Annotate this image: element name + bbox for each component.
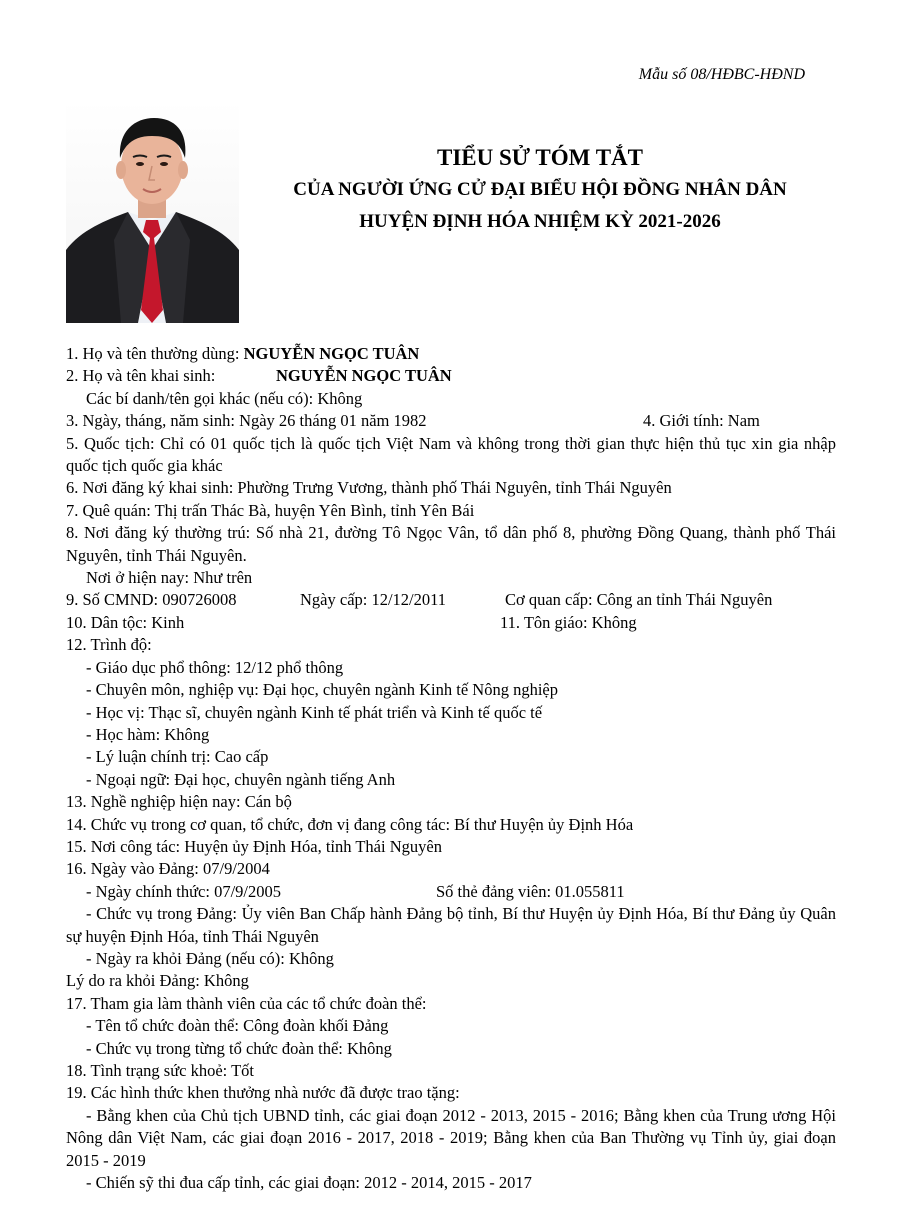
item-14: 14. Chức vụ trong cơ quan, tổ chức, đơn vị đang công tác: Bí thư Huyện ủy Định Hóa — [66, 814, 634, 834]
item-16: 16. Ngày vào Đảng: 07/9/2004 — [66, 859, 270, 879]
item-1: 1. Họ và tên thường dùng: NGUYỄN NGỌC TUÂN — [66, 344, 420, 363]
item-16-reason: Lý do ra khỏi Đảng: Không — [66, 971, 249, 991]
biography-body — [66, 343, 836, 1194]
item-12: 12. Trình độ: — [66, 635, 152, 655]
item-12-e: - Lý luận chính trị: Cao cấp — [86, 747, 269, 767]
item-16-official: - Ngày chính thức: 07/9/2005 Số thẻ đảng viên: 01.055811 — [86, 881, 625, 901]
document-subtitle-1: CỦA NGƯỜI ỨNG CỬ ĐẠI BIỂU HỘI ĐỒNG NHÂN DÂN — [293, 179, 787, 200]
item-12-a: - Giáo dục phổ thông: 12/12 phổ thông — [86, 657, 344, 677]
item-8: 8. Nơi đăng ký thường trú: Số nhà 21, đường Tô Ngọc Vân, tổ dân phố 8, phường Đồng Quang, thành phố Thái Nguyên, tỉnh Thái Nguyên. — [66, 523, 836, 565]
document-subtitle-2: HUYỆN ĐỊNH HÓA NHIỆM KỲ 2021-2026 — [359, 211, 721, 232]
item-3: 3. Ngày, tháng, năm sinh: Ngày 26 tháng 01 năm 1982 — [66, 411, 427, 431]
item-12-c: - Học vị: Thạc sĩ, chuyên ngành Kinh tế phát triển và Kinh tế quốc tế — [86, 702, 543, 722]
alias: Các bí danh/tên gọi khác (nếu có): Không — [86, 388, 363, 408]
item-19-b: - Chiến sỹ thi đua cấp tỉnh, các giai đoạn: 2012 - 2014, 2015 - 2017 — [86, 1173, 532, 1193]
current-residence: Nơi ở hiện nay: Như trên — [86, 568, 253, 588]
item-12-f: - Ngoại ngữ: Đại học, chuyên ngành tiếng Anh — [86, 769, 396, 789]
item-6: 6. Nơi đăng ký khai sinh: Phường Trưng Vương, thành phố Thái Nguyên, tỉnh Thái Nguyên — [66, 478, 672, 498]
common-name: NGUYỄN NGỌC TUÂN — [243, 344, 420, 363]
document-title: TIỂU SỬ TÓM TẮT — [437, 145, 643, 170]
item-13: 13. Nghề nghiệp hiện nay: Cán bộ — [66, 792, 292, 812]
item-2: 2. Họ và tên khai sinh: NGUYỄN NGỌC TUÂN — [66, 366, 452, 386]
birth-name: NGUYỄN NGỌC TUÂN — [276, 366, 452, 386]
item-10-11 — [66, 612, 836, 634]
title-block — [250, 142, 830, 238]
item-19: 19. Các hình thức khen thưởng nhà nước đã được trao tặng: — [66, 1083, 460, 1103]
item-11: 11. Tôn giáo: Không — [500, 612, 637, 632]
item-18: 18. Tình trạng sức khoẻ: Tốt — [66, 1061, 254, 1080]
item-9: 9. Số CMND: 090726008 Ngày cấp: 12/12/2011 Cơ quan cấp: Công an tỉnh Thái Nguyên — [66, 590, 773, 610]
item-5: 5. Quốc tịch: Chỉ có 01 quốc tịch là quốc tịch Việt Nam và không trong thời gian thực hiện thủ tục xin gia nhập quốc tịch quốc gia khác — [66, 433, 836, 476]
item-15: 15. Nơi công tác: Huyện ủy Định Hóa, tỉnh Thái Nguyên — [66, 836, 442, 856]
form-code: Mẫu số 08/HĐBC-HĐND — [638, 66, 805, 83]
item-17-b: - Chức vụ trong từng tổ chức đoàn thể: Không — [86, 1038, 392, 1058]
portrait-photo — [66, 100, 239, 323]
item-3-4 — [66, 410, 836, 432]
item-16-position: - Chức vụ trong Đảng: Ủy viên Ban Chấp hành Đảng bộ tỉnh, Bí thư Huyện ủy Định Hóa, Bí thư Đảng ủy Quân sự huyện Định Hóa, tỉnh Thái Nguyên — [66, 904, 836, 946]
item-17-a: - Tên tổ chức đoàn thể: Công đoàn khối Đảng — [86, 1016, 389, 1036]
item-19-a: - Bằng khen của Chủ tịch UBND tỉnh, các giai đoạn 2012 - 2013, 2015 - 2016; Bằng khen của Trung ương Hội Nông dân Việt Nam, các giai đoạn 2016 - 2017, 2018 - 2019; Bằng khen của Ban Thường vụ Tỉnh ủy, giai đoạn 2015 - 2019 — [66, 1105, 836, 1170]
portrait-illustration — [66, 100, 239, 323]
item-12-d: - Học hàm: Không — [86, 724, 210, 744]
item-7: 7. Quê quán: Thị trấn Thác Bà, huyện Yên Bình, tỉnh Yên Bái — [66, 500, 475, 520]
item-4: 4. Giới tính: Nam — [643, 411, 760, 431]
item-17: 17. Tham gia làm thành viên của các tổ chức đoàn thể: — [66, 993, 427, 1013]
item-10: 10. Dân tộc: Kinh — [66, 612, 185, 632]
item-16-leave: - Ngày ra khỏi Đảng (nếu có): Không — [86, 948, 334, 968]
item-12-b: - Chuyên môn, nghiệp vụ: Đại học, chuyên ngành Kinh tế Nông nghiệp — [86, 680, 558, 700]
